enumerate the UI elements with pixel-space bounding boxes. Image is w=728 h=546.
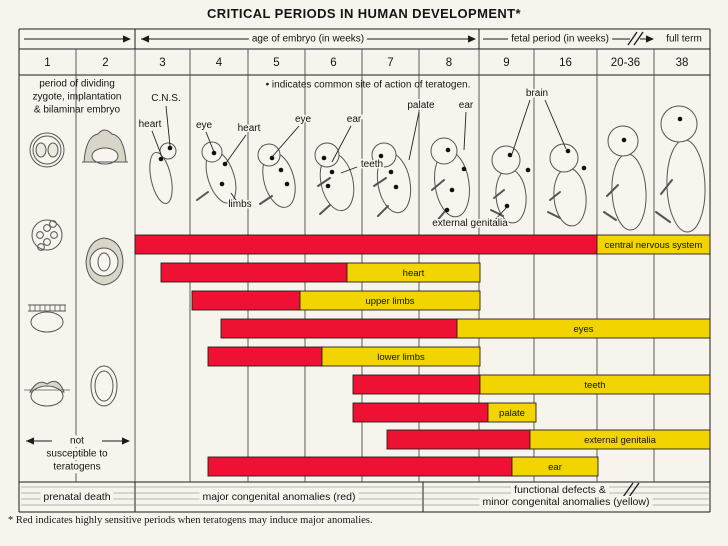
fetus-week16 [552,167,589,228]
annotation-eye: eye [195,120,213,131]
teratogen-site-dot [450,188,455,193]
arrowhead-icon [123,35,131,42]
annotation-c-n-s-: C.N.S. [151,93,181,104]
bar-label-upper-limbs: upper limbs [365,296,415,307]
left-caption-line1: period of dividing [39,78,115,90]
blastocyst-figure [31,312,63,332]
leader-line [512,100,530,154]
column-week-7: 7 [387,57,394,69]
embryo-week3-head [160,143,176,159]
column-week-20-36: 20-36 [610,57,641,69]
bar-red-ear [208,457,512,476]
column-week-2: 2 [102,57,109,69]
implanting-blastocyst-figure [31,386,63,406]
bar-red-eyes [221,319,457,338]
footer-functional-defects: functional defects & [511,484,609,496]
line [623,483,633,497]
page-title: CRITICAL PERIODS IN HUMAN DEVELOPMENT* [207,6,521,21]
arrowhead-icon [646,35,654,42]
embryo-limb [260,196,272,204]
bar-label-eyes: eyes [573,324,594,335]
bar-red-external-genitalia [387,430,530,449]
footer-prenatal-death: prenatal death [40,491,113,503]
teratogen-site-dot [379,154,384,159]
fetus-week16-head [550,144,578,172]
bar-label-heart: heart [402,268,425,279]
embryo-limb [656,212,670,222]
bar-label-ear: ear [548,462,562,473]
teratogen-site-dot [279,168,284,173]
teratogen-site-dot [322,156,327,161]
embryo-limb [197,192,208,200]
teratogen-site-dot [622,138,627,143]
teratogen-site-dot [462,167,467,172]
bar-red-central-nervous-system [135,235,597,254]
teratogen-site-dot [445,208,450,213]
fetus-week9-head [492,146,520,174]
teratogen-site-dot [168,146,173,151]
footer-major-anomalies: major congenital anomalies (red) [200,491,359,503]
left-caption-line3: & bilaminar embryo [33,104,121,116]
teratogen-site-dot [526,168,531,173]
line [629,483,639,497]
annotation-external-genitalia: external genitalia [432,218,508,229]
leader-line [272,126,299,157]
teratogen-site-dot [566,149,571,154]
annotation-ear: ear [458,100,474,111]
column-week-4: 4 [215,57,223,69]
teratogen-site-dot [389,170,394,175]
fetus-week38 [665,139,706,232]
leader-line [545,100,566,149]
annotation-ear: ear [346,114,362,125]
bar-label-external-genitalia: external genitalia [584,435,656,446]
footnote: * Red indicates highly sensitive periods when teratogens may induce major anomalies. [8,515,373,526]
teratogen-site-dot [285,182,290,187]
column-week-9: 9 [503,57,510,69]
arrowhead-icon [468,35,476,42]
axis-label-embryo-weeks: age of embryo (in weeks) [249,33,367,45]
fetus-week38-head [661,106,697,142]
leader-line [464,112,466,150]
axis-label-full-term: full term [666,33,702,45]
column-week-6: 6 [330,57,337,69]
teratogen-site-dot [508,153,513,158]
teratogen-site-dot [159,157,164,162]
blastomere [36,143,46,157]
annotation-teeth: teeth [360,159,384,170]
column-week-38: 38 [675,57,689,69]
zygote-two-cell-figure [30,133,64,167]
footer-minor-anomalies: minor congenital anomalies (yellow) [480,496,653,508]
teratogen-note: • indicates common site of action of teratogen. [265,79,471,91]
annotation-eye: eye [294,114,312,125]
not-susceptible-line2: susceptible to [43,448,110,460]
bar-red-upper-limbs [192,291,300,310]
bar-label-lower-limbs: lower limbs [377,352,425,363]
embryo-limb [378,206,388,216]
embryo-limb [320,205,330,214]
column-week-16: 16 [559,57,572,69]
teratogen-site-dot [582,166,587,171]
leader-line [409,112,419,160]
embryo-week5-head [258,144,280,166]
axis-label-fetal-weeks: fetal period (in weeks) [508,33,612,45]
not-susceptible-line1: not [67,435,87,447]
teratogen-site-dot [446,148,451,153]
teratogen-site-dot [330,170,335,175]
chorionic-sac [90,248,118,276]
annotation-limbs: limbs [228,199,252,210]
teratogen-site-dot [220,182,225,187]
blastomere [48,143,58,157]
annotation-heart: heart [138,119,162,130]
embryo-limb [604,212,616,220]
leader-line [166,106,170,146]
not-susceptible-line3: teratogens [50,461,103,473]
embryo-week8-head [431,138,457,164]
bar-label-palate: palate [499,408,525,419]
teratogen-site-dot [326,184,331,189]
column-week-8: 8 [445,57,453,69]
annotation-brain: brain [525,88,549,99]
teratogen-site-dot [394,185,399,190]
teratogen-site-dot [678,117,683,122]
column-week-1: 1 [44,57,51,69]
left-caption-line2: zygote, implantation [32,91,122,103]
leader-line [226,135,246,163]
bar-red-lower-limbs [208,347,322,366]
bar-red-palate [353,403,488,422]
bar-red-heart [161,263,347,282]
annotation-palate: palate [407,100,435,111]
bar-label-teeth: teeth [584,380,606,391]
column-week-5: 5 [273,57,280,69]
arrowhead-icon [122,437,130,444]
column-week-3: 3 [159,57,166,69]
bar-red-teeth [353,375,480,394]
bar-label-central-nervous-system: central nervous system [604,240,703,251]
annotation-heart: heart [237,123,261,134]
